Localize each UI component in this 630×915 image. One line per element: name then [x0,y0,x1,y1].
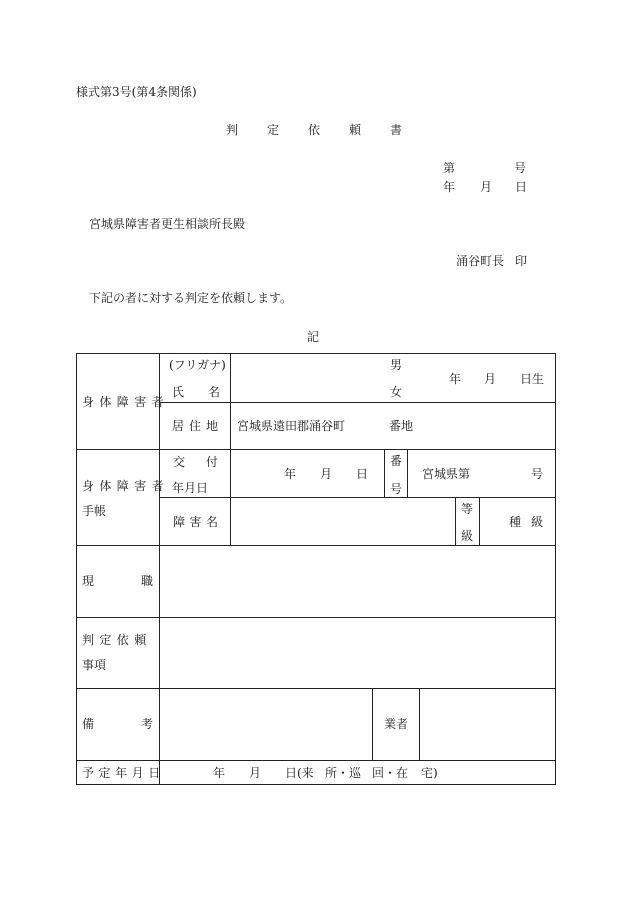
grade-level-label: 級 [531,515,544,529]
form-number: 様式第3号(第4条関係) [76,85,197,99]
number-label-top: 番 [390,454,403,468]
column-divider [479,497,480,545]
birth-year-label: 年 [449,372,462,386]
sex-male-option[interactable]: 男 [390,358,403,372]
row-divider [77,545,555,546]
grade-label-bottom: 級 [461,529,474,543]
address-suffix: 番地 [389,419,414,433]
request-form [76,353,556,785]
request-items-label: 判定依頼 [82,633,152,647]
seal-mark: 印 [515,254,528,268]
birth-day-label: 日生 [520,372,545,386]
column-divider [159,354,160,784]
column-divider [372,688,373,760]
doc-date-year: 年 [443,180,456,194]
row-divider [77,617,555,618]
doc-date-month: 月 [480,180,493,194]
issue-label-date: 年月日 [172,481,209,495]
schedule-label: 予定年月日 [82,766,165,780]
handbook-section-label-2: 手帳 [82,504,107,518]
document-title [226,124,402,136]
schedule-home-option[interactable]: 宅) [421,766,438,780]
number-label-bottom: 号 [390,482,403,496]
address-value[interactable]: 宮城県遠田郡涌谷町 [237,419,346,433]
title-char: 依 [307,123,320,137]
sex-female-option[interactable]: 女 [390,385,403,399]
column-divider [455,497,456,545]
column-divider [407,449,408,497]
schedule-month-label: 月 [249,766,262,780]
column-divider [384,449,385,497]
grade-label-top: 等 [461,502,474,516]
schedule-year-label: 年 [213,766,226,780]
column-divider [230,354,231,545]
issue-label: 交 付 [173,455,218,469]
schedule-day-label: 日(来 [285,766,314,780]
request-items-label-2: 事項 [82,658,107,672]
handbook-section-label: 身体障害者 [82,479,170,493]
name-label: 氏 名 [172,385,220,399]
row-divider [159,402,555,403]
handbook-number-suffix: 号 [531,467,544,481]
occupation-label: 現 職 [82,574,153,588]
doc-date-day: 日 [515,180,528,194]
ki-heading: 記 [307,330,320,344]
address-label: 居 住 地 [172,419,218,433]
schedule-round-option[interactable]: 回・在 [372,766,409,780]
person-section-label: 身体障害者 [82,395,170,409]
disability-label: 障 害 名 [173,515,218,529]
grade-type-label: 種 [509,515,522,529]
birth-month-label: 月 [484,372,497,386]
issue-month-label: 月 [320,467,333,481]
issue-day-label: 日 [356,467,369,481]
row-divider [159,497,555,498]
doc-number-prefix: 第 [443,161,456,175]
row-divider [77,760,555,761]
title-char: 定 [266,123,279,137]
handbook-number-prefix: 宮城県第 [422,467,471,481]
column-divider [419,688,420,760]
title-char: 判 [226,123,239,137]
title-char: 書 [389,123,402,137]
intro-text: 下記の者に対する判定を依頼します。 [89,291,293,305]
agent-label: 業者 [384,717,409,731]
title-char: 頼 [348,123,361,137]
doc-number-suffix: 号 [514,161,527,175]
remarks-label: 備 考 [82,717,153,731]
schedule-visit-option[interactable]: 所・巡 [325,766,362,780]
sender-name: 涌谷町長 [456,254,505,268]
furigana-label: (フリガナ) [169,358,226,372]
issue-year-label: 年 [284,467,297,481]
row-divider [77,449,555,450]
row-divider [77,688,555,689]
addressee: 宮城県障害者更生相談所長殿 [89,217,246,231]
